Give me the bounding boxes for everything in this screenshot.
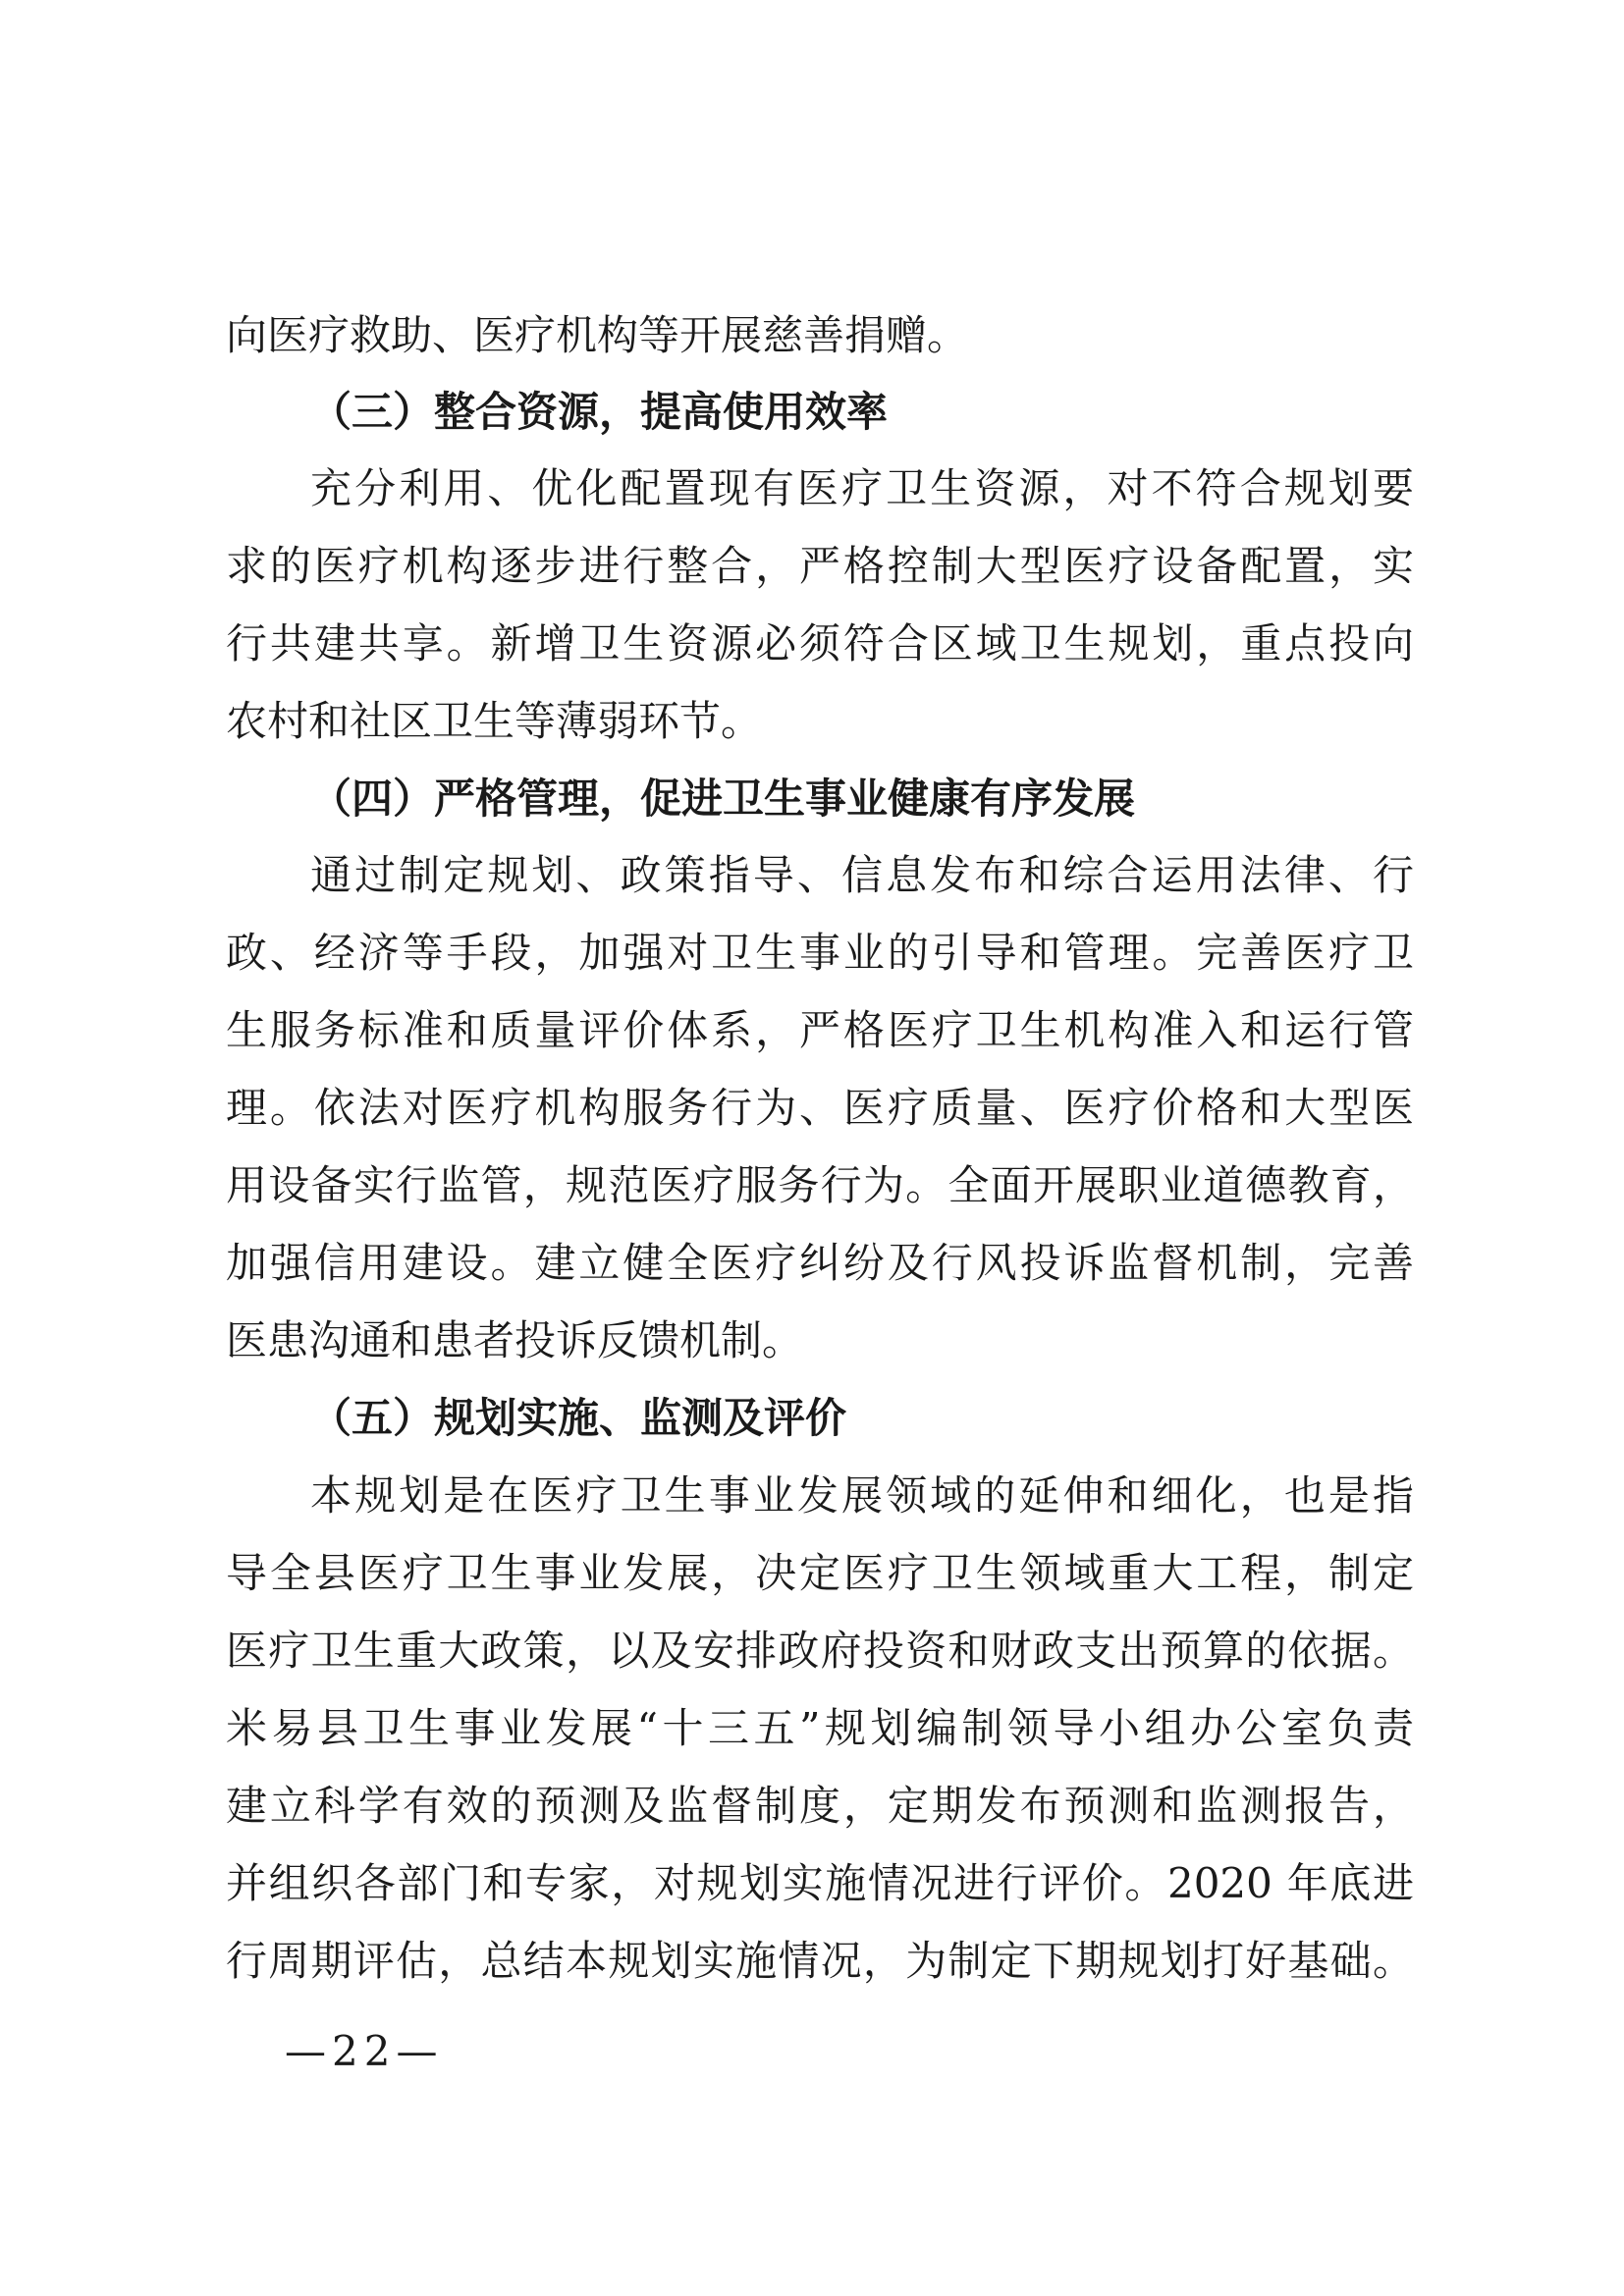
body-line: 通过制定规划、政策指导、信息发布和综合运用法律、行 [310, 851, 1414, 899]
body-line: 医疗卫生重大政策，以及安排政府投资和财政支出预算的依据。 [226, 1627, 1414, 1675]
body-line: 行共建共享。新增卫生资源必须符合区域卫生规划，重点投向 [226, 619, 1414, 667]
body-line: 行周期评估，总结本规划实施情况，为制定下期规划打好基础。 [226, 1937, 1414, 1985]
body-line: 本规划是在医疗卫生事业发展领域的延伸和细化，也是指 [310, 1471, 1414, 1520]
body-line: 向医疗救助、医疗机构等开展慈善捐赠。 [226, 311, 969, 359]
body-line: 充分利用、优化配置现有医疗卫生资源，对不符合规划要 [310, 464, 1414, 512]
page-number: —22— [285, 2027, 444, 2075]
body-line: 并组织各部门和专家，对规划实施情况进行评价。2020 年底进 [226, 1859, 1414, 1907]
body-line: 农村和社区卫生等薄弱环节。 [226, 697, 763, 745]
body-line: 建立科学有效的预测及监督制度，定期发布预测和监测报告， [226, 1782, 1414, 1830]
body-line: 医患沟通和患者投诉反馈机制。 [226, 1316, 804, 1364]
body-line: 求的医疗机构逐步进行整合，严格控制大型医疗设备配置，实 [226, 542, 1414, 590]
body-line: 理。依法对医疗机构服务行为、医疗质量、医疗价格和大型医 [226, 1084, 1414, 1132]
body-line: 加强信用建设。建立健全医疗纠纷及行风投诉监督机制，完善 [226, 1239, 1414, 1287]
body-line: 政、经济等手段，加强对卫生事业的引导和管理。完善医疗卫 [226, 929, 1414, 977]
body-line: 生服务标准和质量评价体系，严格医疗卫生机构准入和运行管 [226, 1006, 1414, 1054]
body-line: 用设备实行监管，规范医疗服务行为。全面开展职业道德教育， [226, 1161, 1414, 1209]
section-heading-3: （三）整合资源，提高使用效率 [310, 388, 889, 436]
section-heading-5: （五）规划实施、监测及评价 [310, 1394, 847, 1442]
body-line: 导全县医疗卫生事业发展，决定医疗卫生领域重大工程，制定 [226, 1549, 1414, 1597]
section-heading-4: （四）严格管理，促进卫生事业健康有序发展 [310, 774, 1136, 823]
body-line: 米易县卫生事业发展“十三五”规划编制领导小组办公室负责 [226, 1704, 1414, 1752]
